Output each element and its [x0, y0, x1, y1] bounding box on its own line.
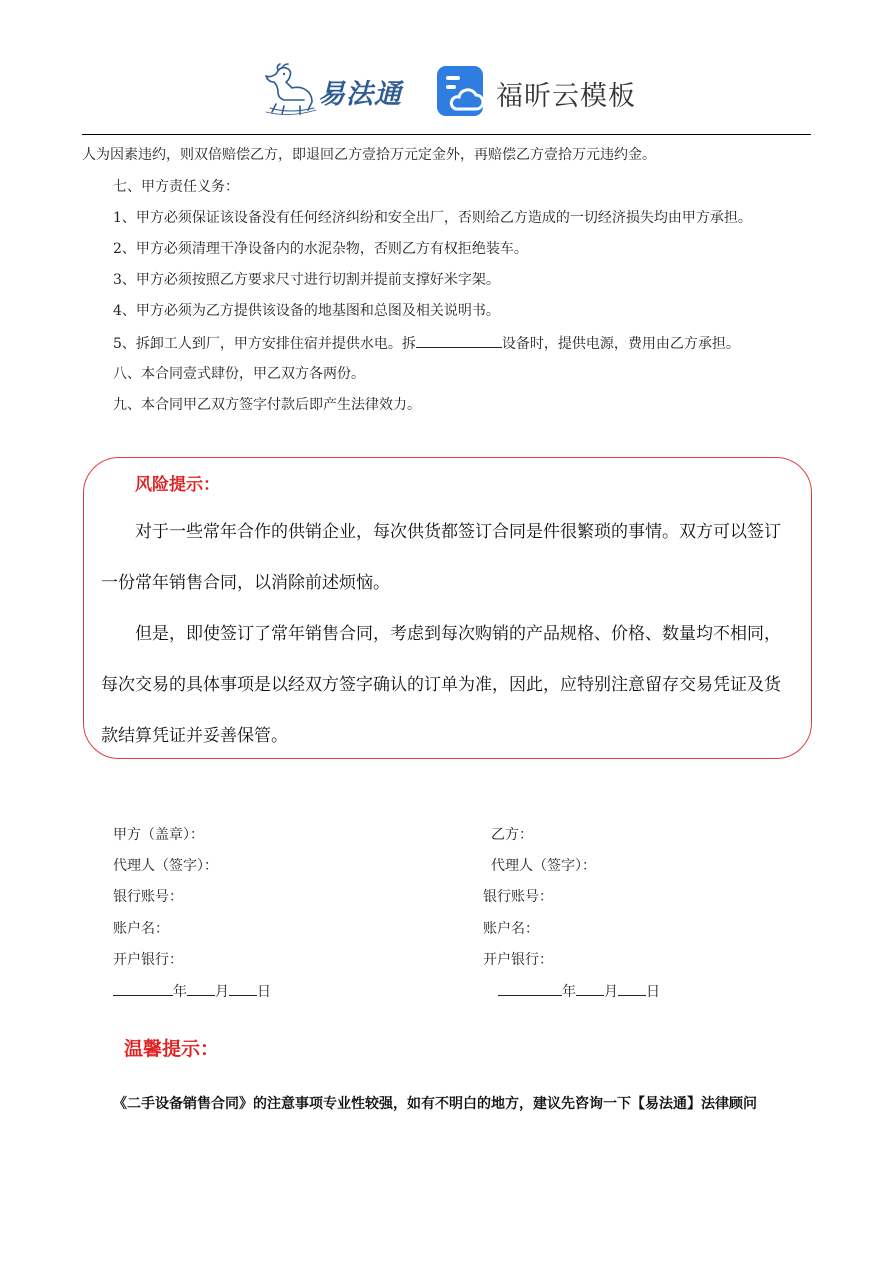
clause-7-1: 1、甲方必须保证该设备没有任何经济纠纷和安全出厂，否则给乙方造成的一切经济损失均由甲方承担。 [113, 210, 752, 226]
warm-tip-text: 《二手设备销售合同》的注意事项专业性较强，如有不明白的地方，建议先咨询一下【易法通】法律顾问 [113, 1096, 757, 1112]
clause-7-3: 3、甲方必须按照乙方要求尺寸进行切割并提前支撑好米字架。 [113, 272, 500, 288]
month-label: 月 [215, 984, 229, 1000]
year-label: 年 [562, 984, 576, 1000]
section-heading-9: 九、本合同甲乙双方签字付款后即产生法律效力。 [113, 397, 421, 413]
party-a-month-blank[interactable] [187, 982, 215, 996]
risk-notice-box [83, 457, 812, 759]
party-a-bank-label: 开户银行： [113, 952, 183, 968]
party-b-label: 乙方： [491, 827, 533, 843]
party-b-agent-label: 代理人（签字）： [491, 858, 596, 874]
body-line: 人为因素违约，则双倍赔偿乙方，即退回乙方壹拾万元定金外，再赔偿乙方壹拾万元违约金。 [82, 147, 656, 163]
party-a-account-label: 银行账号： [113, 889, 183, 905]
party-b-month-blank[interactable] [576, 982, 604, 996]
cloud-document-icon [436, 65, 486, 117]
party-b-year-blank[interactable] [498, 982, 562, 996]
yifatong-logo [262, 62, 414, 118]
risk-notice-line: 对于一些常年合作的供销企业，每次供货都签订合同是件很繁琐的事情。双方可以签订 [135, 522, 781, 542]
party-b-bank-label: 开户银行： [483, 952, 553, 968]
header-divider [82, 134, 811, 135]
party-a-seal-label: 甲方（盖章）： [113, 827, 204, 843]
party-a-year-blank[interactable] [113, 982, 173, 996]
party-a-day-blank[interactable] [229, 982, 257, 996]
risk-notice-line: 每次交易的具体事项是以经双方签字确认的订单为准，因此，应特别注意留存交易凭证及货 [101, 675, 781, 695]
clause-7-2: 2、甲方必须清理干净设备内的水泥杂物，否则乙方有权拒绝装车。 [113, 241, 528, 257]
section-heading-8: 八、本合同壹式肆份，甲乙双方各两份。 [113, 366, 365, 382]
risk-notice-line: 一份常年销售合同，以消除前述烦恼。 [101, 573, 390, 593]
party-b-account-label: 银行账号： [483, 889, 553, 905]
clause-7-5-text-before: 5、拆卸工人到厂，甲方安排住宿并提供水电。拆 [113, 336, 416, 352]
year-label: 年 [173, 984, 187, 1000]
party-a-agent-label: 代理人（签字）： [113, 858, 218, 874]
day-label: 日 [646, 984, 660, 1000]
party-b-day-blank[interactable] [618, 982, 646, 996]
party-a-date-line [113, 982, 271, 1001]
risk-notice-line: 款结算凭证并妥善保管。 [101, 726, 288, 746]
clause-7-4: 4、甲方必须为乙方提供该设备的地基图和总图及相关说明书。 [113, 303, 500, 319]
party-b-account-name-label: 账户名： [483, 921, 539, 937]
risk-notice-line: 但是，即使签订了常年销售合同，考虑到每次购销的产品规格、价格、数量均不相同， [135, 624, 781, 644]
month-label: 月 [604, 984, 618, 1000]
device-name-blank[interactable] [416, 334, 502, 348]
risk-notice-title: 风险提示： [135, 475, 220, 495]
section-heading-7: 七、甲方责任义务： [113, 179, 239, 195]
clause-7-5-text-after: 设备时，提供电源，费用由乙方承担。 [501, 336, 740, 352]
fuxin-logo-text: 福昕云模板 [496, 81, 636, 112]
clause-7-5 [113, 334, 740, 353]
page-header [0, 0, 893, 136]
day-label: 日 [257, 984, 271, 1000]
fuxin-logo [436, 65, 636, 119]
yifatong-logo-text: 易法通 [318, 79, 402, 110]
party-a-account-name-label: 账户名： [113, 921, 169, 937]
warm-tip-title: 温馨提示： [124, 1038, 220, 1060]
party-b-date-line [498, 982, 660, 1001]
horse-logo-icon [262, 62, 322, 118]
